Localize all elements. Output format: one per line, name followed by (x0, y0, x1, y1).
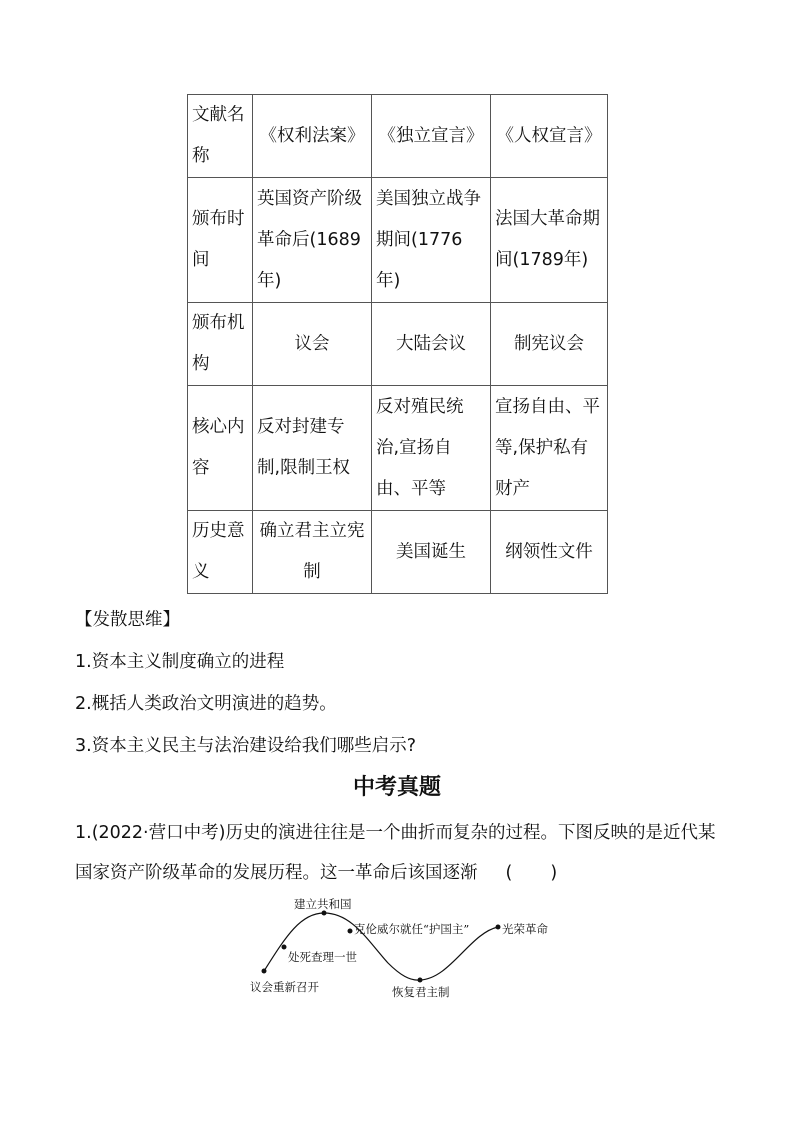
timeline-label: 处死查理一世 (288, 950, 357, 964)
table-header-cell: 《权利法案》 (253, 95, 372, 178)
table-cell: 美国诞生 (372, 511, 491, 594)
table-row (188, 511, 608, 594)
table-row-label: 核心内容 (188, 386, 253, 511)
table-cell: 法国大革命期间(1789年) (491, 178, 608, 303)
thinking-item: 2.概括人类政治文明演进的趋势。 (75, 694, 337, 714)
timeline-label: 议会重新召开 (250, 980, 319, 994)
table-cell: 议会 (253, 303, 372, 386)
table-header-row (188, 95, 608, 178)
revolution-timeline-diagram (240, 893, 560, 1003)
section-title: 中考真题 (352, 775, 441, 800)
table-cell: 英国资产阶级革命后(1689年) (253, 178, 372, 303)
question-1 (75, 813, 725, 893)
timeline-label: 建立共和国 (294, 897, 352, 911)
table-row-label: 颁布时间 (188, 178, 253, 303)
document-comparison-table (187, 94, 608, 594)
timeline-label: 恢复君主制 (392, 985, 450, 999)
thinking-item: 3.资本主义民主与法治建设给我们哪些启示? (75, 736, 416, 756)
timeline-point (348, 929, 353, 934)
table-cell: 反对封建专制,限制王权 (253, 386, 372, 511)
table-row (188, 303, 608, 386)
thinking-item: 1.资本主义制度确立的进程 (75, 652, 285, 672)
timeline-label: 克伦威尔就任“护国主” (354, 922, 470, 936)
table-cell: 制宪议会 (491, 303, 608, 386)
table-header-cell: 文献名称 (188, 95, 253, 178)
table-row-label: 颁布机构 (188, 303, 253, 386)
table-row (188, 386, 608, 511)
timeline-label: 光荣革命 (502, 922, 548, 936)
table-cell: 宣扬自由、平等,保护私有财产 (491, 386, 608, 511)
table-row (188, 178, 608, 303)
table-row-label: 历史意义 (188, 511, 253, 594)
table-header-cell: 《人权宣言》 (491, 95, 608, 178)
timeline-point (282, 945, 287, 950)
table-cell: 反对殖民统治,宣扬自由、平等 (372, 386, 491, 511)
timeline-point (322, 911, 327, 916)
answer-blank: () (505, 863, 596, 883)
thinking-label: 【发散思维】 (75, 610, 180, 630)
table-cell: 美国独立战争期间(1776年) (372, 178, 491, 303)
timeline-point (262, 969, 267, 974)
timeline-point (496, 925, 501, 930)
timeline-point (418, 978, 423, 983)
table-header-cell: 《独立宣言》 (372, 95, 491, 178)
table-cell: 纲领性文件 (491, 511, 608, 594)
question-1-text: 1.(2022·营口中考)历史的演进往往是一个曲折而复杂的过程。下图反映的是近代某国家资产阶级革命的发展历程。这一革命后该国逐渐 (75, 823, 716, 883)
table-cell: 大陆会议 (372, 303, 491, 386)
table-cell: 确立君主立宪制 (253, 511, 372, 594)
